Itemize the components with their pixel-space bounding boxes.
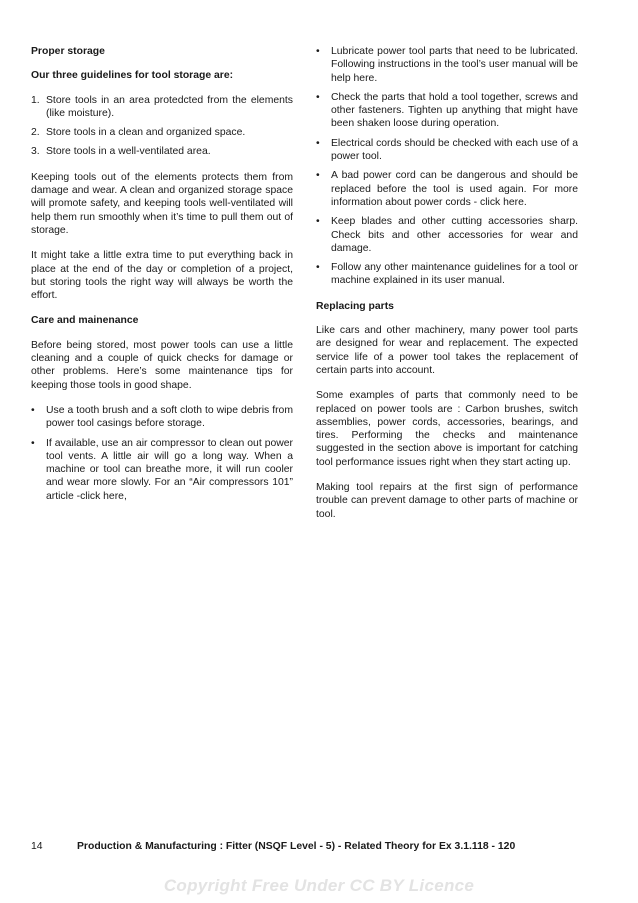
list-item: [316, 261, 578, 288]
bullet-icon: •: [316, 46, 320, 57]
replacing-paragraph-2: Some examples of parts that commonly need to be replaced on power tools are : Carbon brushes, switch assemblies, power cords, accessories, bearings, and tires. Performing the checks and maintenance suggested in the section above is important for catching tool performance issues right when they start acting up.: [316, 390, 578, 468]
care-heading: Care and mainenance: [31, 315, 139, 327]
list-item-text: A bad power cord can be dangerous and should be replaced before the tool is used again. For more information about power cords - click here.: [331, 170, 578, 208]
list-item-text: Electrical cords should be checked with each use of a power tool.: [331, 137, 578, 163]
list-item: [31, 126, 293, 139]
proper-storage-heading: Proper storage: [31, 46, 105, 57]
list-number: 2.: [31, 127, 40, 139]
list-item: [316, 169, 578, 209]
replacing-paragraph-1: Like cars and other machinery, many power tool parts are designed for wear and replacement. The expected service life of a power tool takes the replacement of certain parts into account.: [316, 325, 578, 376]
copyright-watermark: Copyright Free Under CC BY Licence: [163, 876, 475, 895]
list-item: [31, 145, 293, 158]
list-item-text: Follow any other maintenance guidelines for a tool or machine explained in its user manual.: [331, 262, 578, 287]
list-item: [31, 437, 293, 503]
bullet-icon: •: [316, 216, 320, 228]
guidelines-list: [31, 94, 293, 159]
storage-paragraph-2: It might take a little extra time to put everything back in place at the end of the day or completion of a project, but storing tools the right way will always be worth the effort.: [31, 250, 293, 302]
list-item-text: Use a tooth brush and a soft cloth to wipe debris from power tool casings before storage.: [46, 404, 293, 430]
list-item-text: Store tools in an area protedcted from the elements (like moisture).: [46, 94, 293, 119]
list-item-text: If available, use an air compressor to clean out power tool vents. A little air will go a long way. When a machine or tool can breathe more, it will run cooler and wear more slowly. For an “Air compressors 101” article -click here,: [46, 437, 293, 502]
storage-paragraph-1: Keeping tools out of the elements protects them from damage and wear. A clean and organized storage space will promote safety, and keeping tools well-ventilated will help them run smoothly when it’s time to pull them out of storage.: [31, 171, 293, 236]
list-number: 1.: [31, 94, 40, 106]
bullet-icon: •: [316, 262, 320, 274]
guidelines-heading: Our three guidelines for tool storage are:: [31, 70, 234, 82]
bullet-icon: •: [316, 91, 320, 103]
list-item-text: Store tools in a clean and organized space.: [46, 127, 246, 139]
footer-title: Production & Manufacturing : Fitter (NSQF Level - 5) - Related Theory for Ex 3.1.118 - 120: [77, 841, 516, 852]
care-bullet-list: [31, 404, 293, 503]
right-column: [316, 45, 578, 533]
bullet-icon: •: [31, 437, 35, 449]
list-item-text: Store tools in a well-ventilated area.: [46, 146, 211, 158]
list-item: [316, 215, 578, 255]
replacing-paragraph-3: Making tool repairs at the first sign of performance trouble can prevent damage to other parts of machine or tool.: [316, 482, 578, 520]
list-item: [316, 91, 578, 131]
list-number: 3.: [31, 146, 40, 158]
list-item: [316, 45, 578, 85]
list-item: [316, 137, 578, 164]
bullet-icon: •: [31, 404, 35, 416]
maintenance-bullet-list: [316, 45, 578, 288]
list-item-text: Lubricate power tool parts that need to be lubricated. Following instructions in the tool’s user manual will be help here.: [331, 46, 578, 84]
list-item: [31, 404, 293, 431]
list-item-text: Check the parts that hold a tool together, screws and other fasteners. Tighten up anything that might have been shaken loose during operation.: [331, 91, 578, 130]
bullet-icon: •: [316, 170, 320, 182]
page-number: 14: [31, 841, 43, 852]
bullet-icon: •: [316, 137, 320, 149]
list-item: [31, 94, 293, 121]
replacing-parts-heading: Replacing parts: [316, 300, 394, 312]
left-column: [31, 45, 293, 515]
care-paragraph: Before being stored, most power tools can use a little cleaning and a couple of quick checks for damage or other problems. Here’s some maintenance tips for keeping those tools in good shape.: [31, 339, 293, 391]
list-item-text: Keep blades and other cutting accessories sharp. Check bits and other accessories for wear and damage.: [331, 216, 578, 254]
